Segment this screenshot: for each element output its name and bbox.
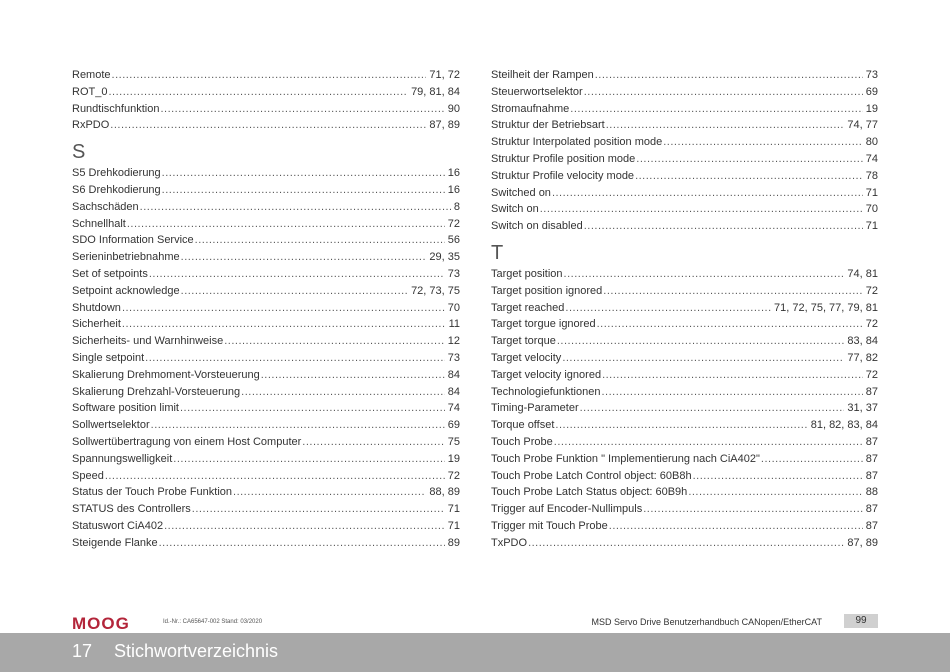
index-entry[interactable] <box>491 417 878 434</box>
index-term: SDO Information Service <box>72 234 194 247</box>
index-entry[interactable] <box>72 84 460 101</box>
index-page-refs[interactable]: 8 <box>453 200 460 213</box>
index-term: Target velocity ignored <box>491 368 602 381</box>
index-entry[interactable] <box>72 451 460 468</box>
index-term: Trigger mit Touch Probe <box>491 519 608 532</box>
index-term: Touch Probe Latch Status object: 60B9h <box>491 486 688 499</box>
dot-leader <box>140 199 451 216</box>
index-page-refs[interactable]: 72 <box>865 368 878 381</box>
dot-leader <box>127 216 445 233</box>
index-page-refs[interactable]: 90 <box>447 102 460 115</box>
index-page-refs[interactable]: 70 <box>447 301 460 314</box>
index-page-refs[interactable]: 78 <box>865 169 878 182</box>
index-page-refs[interactable]: 71 <box>447 519 460 532</box>
index-entry[interactable] <box>491 535 878 552</box>
index-entry[interactable] <box>72 316 460 333</box>
dot-leader <box>602 367 863 384</box>
index-page-refs[interactable]: 72 <box>865 284 878 297</box>
index-term: Setpoint acknowledge <box>72 284 180 297</box>
index-page-refs[interactable]: 29, 35 <box>429 251 460 264</box>
index-page-refs[interactable]: 71, 72 <box>429 69 460 81</box>
index-term: Single setpoint <box>72 351 145 364</box>
dot-leader <box>693 468 863 485</box>
index-entry[interactable] <box>72 216 460 233</box>
index-term: Status der Touch Probe Funktion <box>72 486 233 499</box>
index-term: S6 Drehkodierung <box>72 183 161 196</box>
index-entry[interactable] <box>491 134 878 151</box>
index-entry[interactable] <box>491 316 878 333</box>
dot-leader <box>122 300 445 317</box>
index-term: Steuerwortselektor <box>491 85 583 98</box>
index-term: Target torgue ignored <box>491 318 596 331</box>
index-entry[interactable] <box>72 384 460 401</box>
index-entry[interactable] <box>491 168 878 185</box>
index-term: Target reached <box>491 301 565 314</box>
index-entry[interactable] <box>491 434 878 451</box>
index-entry[interactable] <box>491 67 878 84</box>
index-entry[interactable] <box>491 283 878 300</box>
dot-leader <box>528 535 844 552</box>
dot-leader <box>663 134 863 151</box>
index-column-left <box>72 67 460 552</box>
index-term: Timing-Parameter <box>491 402 579 415</box>
dot-leader <box>108 84 408 101</box>
index-term: Struktur Profile velocity mode <box>491 169 635 182</box>
index-term: Touch Probe Latch Control object: 60B8h <box>491 469 692 482</box>
index-page-refs[interactable]: 81, 82, 83, 84 <box>810 419 878 432</box>
index-page-refs[interactable]: 87 <box>865 452 878 465</box>
index-term: Steilheit der Rampen <box>491 69 594 81</box>
index-page-refs[interactable]: 87 <box>865 519 878 532</box>
index-entry[interactable] <box>491 185 878 202</box>
index-letter-heading: S <box>72 141 86 164</box>
index-page-refs[interactable]: 84 <box>447 368 460 381</box>
index-page-refs[interactable]: 79, 81, 84 <box>411 85 460 98</box>
index-entry[interactable] <box>72 518 460 535</box>
index-page-refs[interactable]: 69 <box>447 419 460 432</box>
chapter-title: Stichwortverzeichnis <box>114 641 279 661</box>
dot-leader <box>173 451 444 468</box>
index-term: Serieninbetriebnahme <box>72 251 180 264</box>
index-term: Steigende Flanke <box>72 536 158 549</box>
index-page-refs[interactable]: 70 <box>865 203 878 216</box>
dot-leader <box>761 451 863 468</box>
index-term: Sachschäden <box>72 200 139 213</box>
page-number: 99 <box>844 614 878 628</box>
dot-leader <box>606 117 845 134</box>
dot-leader <box>105 468 445 485</box>
index-entry[interactable] <box>491 367 878 384</box>
dot-leader <box>603 283 862 300</box>
index-term: Touch Probe Funktion " Implementierung nach CiA402" <box>491 452 760 465</box>
index-term: Rundtischfunktion <box>72 102 160 115</box>
index-term: Technologiefunktionen <box>491 385 601 398</box>
dot-leader <box>233 484 426 501</box>
dot-leader <box>584 84 863 101</box>
index-page-refs[interactable]: 88 <box>865 486 878 499</box>
dot-leader <box>162 165 445 182</box>
index-entry[interactable] <box>491 266 878 283</box>
index-page-refs[interactable]: 16 <box>447 183 460 196</box>
index-entry[interactable] <box>72 535 460 552</box>
index-term: TxPDO <box>491 536 528 549</box>
index-entry[interactable] <box>491 384 878 401</box>
index-page-refs[interactable]: 74 <box>447 402 460 415</box>
index-entry[interactable] <box>72 283 460 300</box>
index-entry[interactable] <box>491 84 878 101</box>
dot-leader <box>192 501 445 518</box>
index-page-refs[interactable]: 71, 72, 75, 77, 79, 81 <box>774 301 878 314</box>
index-entry[interactable] <box>491 218 878 235</box>
index-entry[interactable] <box>491 501 878 518</box>
dot-leader <box>180 400 445 417</box>
index-term: Struktur Profile position mode <box>491 152 636 165</box>
index-page-refs[interactable]: 72, 73, 75 <box>411 284 460 297</box>
index-page-refs[interactable]: 84 <box>447 385 460 398</box>
index-entry[interactable] <box>491 350 878 367</box>
index-term: RxPDO <box>72 119 110 132</box>
index-term: Sicherheit <box>72 318 121 331</box>
dot-leader <box>241 384 445 401</box>
index-term: Shutdown <box>72 301 121 314</box>
index-entry[interactable] <box>491 151 878 168</box>
index-page-refs[interactable]: 73 <box>865 69 878 81</box>
dot-leader <box>564 266 845 283</box>
dot-leader <box>110 117 426 134</box>
dot-leader <box>601 384 862 401</box>
index-term: Struktur der Betriebsart <box>491 119 605 132</box>
index-entry[interactable] <box>72 232 460 249</box>
index-term: Spannungswelligkeit <box>72 452 173 465</box>
index-term: Software position limit <box>72 402 179 415</box>
index-term: Sollwertselektor <box>72 419 150 432</box>
index-term: Torque offset <box>491 419 555 432</box>
index-page-refs[interactable]: 73 <box>447 267 460 280</box>
dot-leader <box>609 518 863 535</box>
index-page-refs[interactable]: 80 <box>865 136 878 149</box>
dot-leader <box>151 417 445 434</box>
index-entry[interactable] <box>491 518 878 535</box>
index-term: Trigger auf Encoder-Nullimpuls <box>491 503 643 516</box>
index-page-refs[interactable]: 73 <box>447 351 460 364</box>
index-page-refs[interactable]: 74, 77 <box>847 119 878 132</box>
index-page-refs[interactable]: 87 <box>865 503 878 516</box>
index-page-refs[interactable]: 31, 37 <box>847 402 878 415</box>
index-page-refs[interactable]: 87 <box>865 385 878 398</box>
dot-leader <box>552 185 863 202</box>
index-term: Touch Probe <box>491 435 553 448</box>
index-entry[interactable] <box>72 182 460 199</box>
index-entry[interactable] <box>491 201 878 218</box>
index-page-refs[interactable]: 88, 89 <box>429 486 460 499</box>
index-page-refs[interactable]: 74 <box>865 152 878 165</box>
index-page-refs[interactable]: 71 <box>865 186 878 199</box>
index-term: Stromaufnahme <box>491 102 570 115</box>
index-entry[interactable] <box>491 451 878 468</box>
index-term: S5 Drehkodierung <box>72 167 161 180</box>
dot-leader <box>643 501 863 518</box>
dot-leader <box>565 300 771 317</box>
index-term: Skalierung Drehmoment-Vorsteuerung <box>72 368 260 381</box>
index-entry[interactable] <box>72 117 460 134</box>
index-term: Sollwertübertragung von einem Host Computer <box>72 435 302 448</box>
index-term: Target position <box>491 267 563 280</box>
index-term: Target torque <box>491 335 556 348</box>
dot-leader <box>160 101 444 118</box>
chapter-number: 17 <box>72 641 93 661</box>
index-page-refs[interactable]: 19 <box>865 102 878 115</box>
dot-leader <box>149 266 445 283</box>
index-entry[interactable] <box>72 67 460 84</box>
index-page-refs[interactable]: 75 <box>447 435 460 448</box>
document-id: Id.-Nr.: CA65647-002 Stand: 03/2020 <box>163 619 263 625</box>
index-entry[interactable] <box>491 484 878 501</box>
index-page-refs[interactable]: 12 <box>447 335 460 348</box>
index-entry[interactable] <box>72 350 460 367</box>
dot-leader <box>122 316 446 333</box>
index-page-refs[interactable]: 19 <box>447 452 460 465</box>
index-entry[interactable] <box>491 117 878 134</box>
index-entry[interactable] <box>72 333 460 350</box>
chapter-bar <box>0 633 950 672</box>
index-term: Set of setpoints <box>72 267 148 280</box>
index-page-refs[interactable]: 87, 89 <box>429 119 460 132</box>
index-entry[interactable] <box>72 249 460 266</box>
dot-leader <box>555 417 807 434</box>
dot-leader <box>112 67 427 84</box>
index-entry[interactable] <box>72 266 460 283</box>
dot-leader <box>302 434 444 451</box>
dot-leader <box>164 518 445 535</box>
index-page-refs[interactable]: 87 <box>865 469 878 482</box>
index-term: Switched on <box>491 186 551 199</box>
dot-leader <box>261 367 445 384</box>
index-page-refs[interactable]: 77, 82 <box>847 351 878 364</box>
index-page-refs[interactable]: 83, 84 <box>847 335 878 348</box>
index-term: STATUS des Controllers <box>72 503 191 516</box>
index-entry[interactable] <box>72 468 460 485</box>
index-entry[interactable] <box>491 400 878 417</box>
dot-leader <box>595 67 863 84</box>
index-page-refs[interactable]: 71 <box>865 220 878 233</box>
dot-leader <box>557 333 845 350</box>
index-term: ROT_0 <box>72 85 108 98</box>
index-page-refs[interactable]: 71 <box>447 503 460 516</box>
index-page-refs[interactable]: 16 <box>447 167 460 180</box>
index-page-refs[interactable]: 69 <box>865 85 878 98</box>
page-footer <box>72 612 878 632</box>
index-term: Switch on disabled <box>491 220 583 233</box>
index-term: Skalierung Drehzahl-Vorsteuerung <box>72 385 241 398</box>
index-entry[interactable] <box>491 333 878 350</box>
index-page-refs[interactable]: 72 <box>447 469 460 482</box>
index-entry[interactable] <box>491 101 878 118</box>
index-page-refs[interactable]: 87, 89 <box>847 536 878 549</box>
index-page-refs[interactable]: 74, 81 <box>847 267 878 280</box>
index-term: Struktur Interpolated position mode <box>491 136 663 149</box>
dot-leader <box>195 232 445 249</box>
dot-leader <box>597 316 863 333</box>
index-term: Speed <box>72 469 104 482</box>
index-letter-heading: T <box>491 241 504 264</box>
index-entry[interactable] <box>72 417 460 434</box>
dot-leader <box>688 484 862 501</box>
index-entry[interactable] <box>72 501 460 518</box>
index-term: Target velocity <box>491 351 562 364</box>
dot-leader <box>570 101 862 118</box>
dot-leader <box>562 350 844 367</box>
dot-leader <box>580 400 845 417</box>
index-page-refs[interactable]: 89 <box>447 536 460 549</box>
dot-leader <box>636 151 862 168</box>
dot-leader <box>181 283 408 300</box>
index-term: Statuswort CiA402 <box>72 519 164 532</box>
dot-leader <box>159 535 445 552</box>
index-term: Schnellhalt <box>72 217 126 230</box>
index-column-right <box>491 67 878 552</box>
index-entry[interactable] <box>491 300 878 317</box>
dot-leader <box>540 201 863 218</box>
index-term: Switch on <box>491 203 539 216</box>
dot-leader <box>145 350 445 367</box>
dot-leader <box>584 218 863 235</box>
index-term: Remote <box>72 69 111 81</box>
index-entry[interactable] <box>72 367 460 384</box>
index-entry[interactable] <box>72 300 460 317</box>
index-entry[interactable] <box>72 484 460 501</box>
index-page-refs[interactable]: 72 <box>447 217 460 230</box>
moog-logo: MOOG <box>72 614 130 633</box>
manual-title: MSD Servo Drive Benutzerhandbuch CANopen/EtherCAT <box>591 617 822 627</box>
dot-leader <box>162 182 445 199</box>
index-page-refs[interactable]: 72 <box>865 318 878 331</box>
index-page-refs[interactable]: 11 <box>448 318 460 331</box>
index-entry[interactable] <box>72 400 460 417</box>
dot-leader <box>181 249 427 266</box>
index-term: Target position ignored <box>491 284 603 297</box>
dot-leader <box>224 333 445 350</box>
index-entry[interactable] <box>72 434 460 451</box>
index-entry[interactable] <box>72 165 460 182</box>
index-term: Sicherheits- und Warnhinweise <box>72 335 224 348</box>
dot-leader <box>554 434 863 451</box>
index-page-refs[interactable]: 56 <box>447 234 460 247</box>
dot-leader <box>635 168 863 185</box>
index-page-refs[interactable]: 87 <box>865 435 878 448</box>
index-entry[interactable] <box>491 468 878 485</box>
index-entry[interactable] <box>72 101 460 118</box>
index-entry[interactable] <box>72 199 460 216</box>
